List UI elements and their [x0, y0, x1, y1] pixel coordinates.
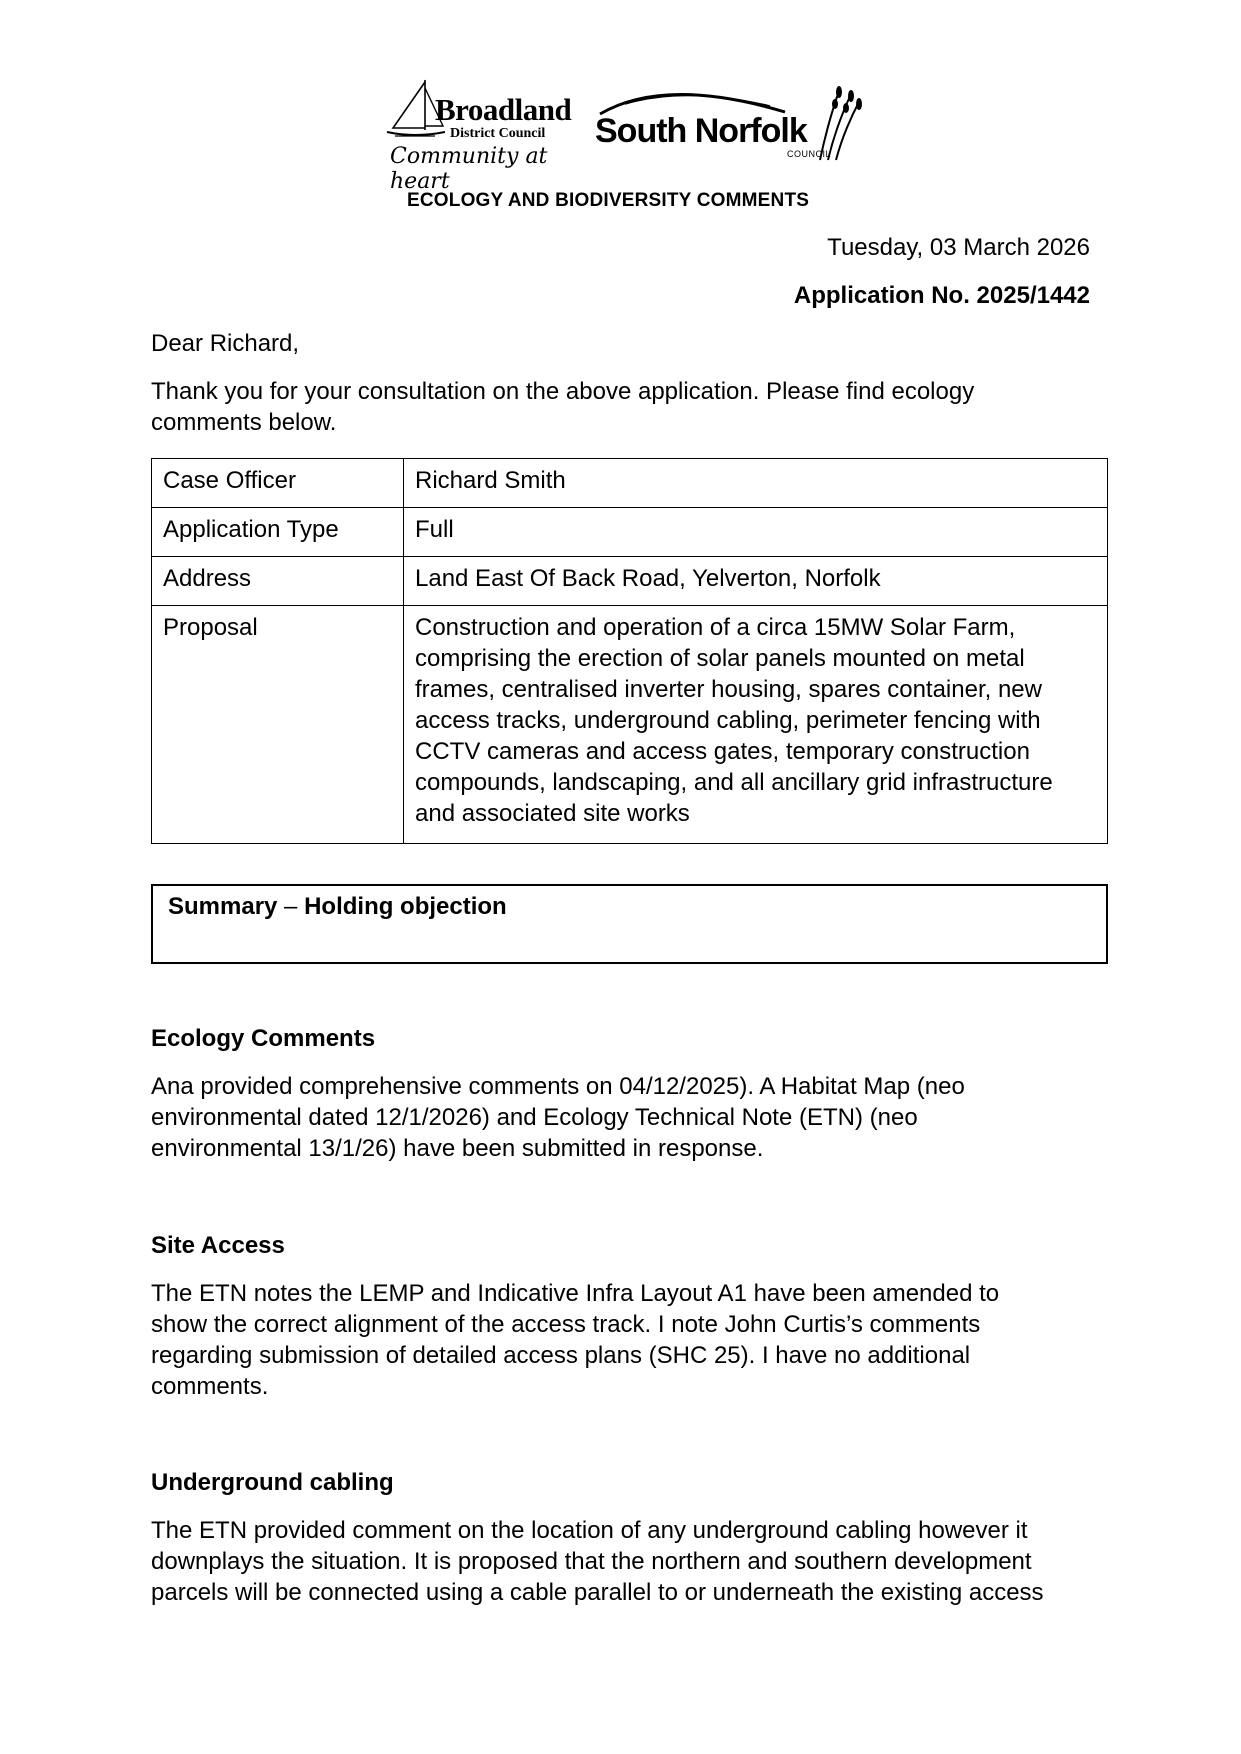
greeting: Dear Richard, [151, 330, 300, 357]
letter-date: Tuesday, 03 March 2026 [827, 234, 1090, 261]
application-number: Application No. 2025/1442 [793, 282, 1090, 309]
body-line: environmental dated 12/1/2026) and Ecology Technical Note (ETN) (neo [151, 1104, 918, 1131]
body-line: show the correct alignment of the access track. I note John Curtis’s comments [151, 1311, 981, 1338]
proposal-line: access tracks, underground cabling, perimeter fencing with [415, 707, 1041, 734]
body-line: The ETN provided comment on the location of any underground cabling however it [151, 1517, 1028, 1544]
body-line: regarding submission of detailed access plans (SHC 25). I have no additional [151, 1342, 971, 1369]
broadland-subtitle: District Council [450, 126, 546, 141]
table-row [152, 459, 1108, 508]
proposal-value [404, 606, 1108, 844]
table-row [152, 557, 1108, 606]
body-line: The ETN notes the LEMP and Indicative Infra Layout A1 have been amended to [151, 1280, 1000, 1307]
summary-box [151, 884, 1108, 964]
summary-label: Summary [168, 893, 278, 920]
south-norfolk-logo [595, 82, 865, 182]
body-line: comments. [151, 1373, 269, 1400]
address-label: Address [152, 557, 404, 606]
section-body-ecology [151, 1071, 965, 1164]
table-row [152, 508, 1108, 557]
summary-dash: – [277, 893, 305, 920]
case-officer-label: Case Officer [152, 459, 404, 508]
proposal-line: and associated site works [415, 800, 690, 827]
section-body-underground-cabling [151, 1515, 1044, 1608]
header-logos [365, 78, 880, 233]
south-norfolk-subtitle: COUNCIL [787, 149, 832, 159]
body-line: downplays the situation. It is proposed that the northern and southern development [151, 1548, 1032, 1575]
section-heading-underground-cabling: Underground cabling [151, 1469, 394, 1496]
section-heading-ecology: Ecology Comments [151, 1025, 376, 1052]
application-details-table [151, 458, 1108, 844]
proposal-line: Construction and operation of a circa 15MW Solar Farm, [415, 614, 1016, 641]
summary-value: Holding objection [304, 893, 507, 920]
table-row [152, 606, 1108, 844]
document-title: ECOLOGY AND BIODIVERSITY COMMENTS [407, 190, 810, 211]
section-heading-site-access: Site Access [151, 1232, 285, 1259]
body-line: environmental 13/1/26) have been submitted in response. [151, 1135, 764, 1162]
section-body-site-access [151, 1278, 999, 1402]
body-line: parcels will be connected using a cable parallel to or underneath the existing access [151, 1579, 1044, 1606]
intro-line: Thank you for your consultation on the above application. Please find ecology [151, 378, 975, 405]
body-line: Ana provided comprehensive comments on 04/12/2025). A Habitat Map (neo [151, 1073, 965, 1100]
summary-text [168, 893, 507, 921]
broadland-name: Broadland [435, 92, 572, 127]
proposal-label: Proposal [152, 606, 404, 844]
broadland-tagline: Community at heart [390, 144, 548, 194]
case-officer-value: Richard Smith [404, 459, 1108, 508]
proposal-line: frames, centralised inverter housing, spares container, new [415, 676, 1042, 703]
address-value: Land East Of Back Road, Yelverton, Norfolk [404, 557, 1108, 606]
proposal-line: compounds, landscaping, and all ancillary grid infrastructure [415, 769, 1053, 796]
intro-paragraph [151, 376, 974, 438]
proposal-line: CCTV cameras and access gates, temporary construction [415, 738, 1030, 765]
application-type-label: Application Type [152, 508, 404, 557]
broadland-logo [385, 78, 572, 194]
application-type-value: Full [404, 508, 1108, 557]
intro-line: comments below. [151, 409, 337, 436]
south-norfolk-name: South Norfolk [595, 112, 807, 150]
proposal-line: comprising the erection of solar panels mounted on metal [415, 645, 1025, 672]
